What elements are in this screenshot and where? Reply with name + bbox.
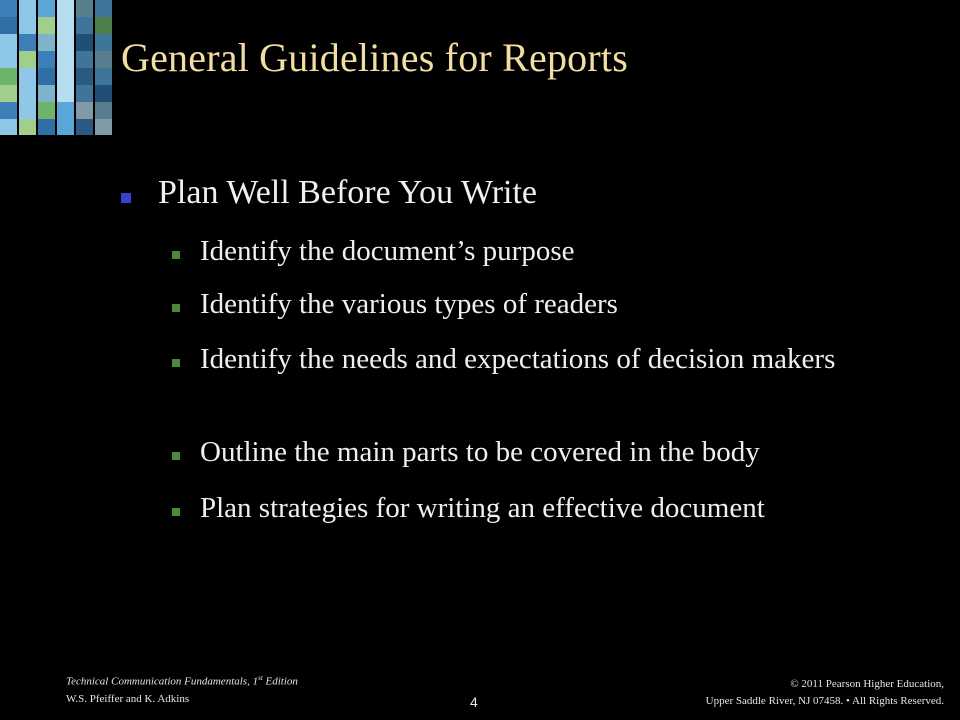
mosaic-tile [57,119,74,135]
mosaic-tile [57,85,74,102]
mosaic-tile [0,102,17,119]
mosaic-tile [57,34,74,51]
mosaic-tile [19,34,36,51]
mosaic-tile [76,0,93,17]
mosaic-tile [38,85,55,102]
mosaic-tile [95,102,112,119]
mosaic-tile [57,0,74,17]
sub-bullet-text: Identify the document’s purpose [200,235,575,267]
mosaic-tile [95,0,112,17]
sub-bullet-text: Plan strategies for writing an effective document [200,492,765,524]
mosaic-tile [76,85,93,102]
mosaic-tile [76,17,93,34]
main-bullet-text: Plan Well Before You Write [158,174,537,211]
copyright-line-2: Upper Saddle River, NJ 07458. • All Rights Reserved. [705,695,944,707]
mosaic-tile [95,68,112,85]
page-number: 4 [470,694,478,710]
mosaic-tile [38,0,55,17]
mosaic-tile [95,85,112,102]
mosaic-tile [0,34,17,51]
mosaic-tile [57,102,74,119]
footer-authors: W.S. Pfeiffer and K. Adkins [66,692,190,705]
mosaic-tile [76,34,93,51]
sub-bullet-text: Identify the various types of readers [200,288,618,320]
mosaic-tile [38,68,55,85]
mosaic-tile [57,68,74,85]
sub-bullet-point [172,233,900,269]
mosaic-tile [76,119,93,135]
mosaic-tile [19,102,36,119]
copyright-line-1: © 2011 Pearson Higher Education, [790,678,944,690]
mosaic-tile [19,17,36,34]
mosaic-tile [76,68,93,85]
square-bullet-icon [172,304,180,312]
mosaic-tile [95,34,112,51]
mosaic-tile [38,17,55,34]
mosaic-tile [95,17,112,34]
mosaic-tile [0,17,17,34]
mosaic-tile [57,51,74,68]
mosaic-tile [38,119,55,135]
mosaic-tile [95,119,112,135]
mosaic-tile [19,119,36,135]
square-bullet-icon [121,193,131,203]
square-bullet-icon [172,359,180,367]
footer-book-title: Technical Communication Fundamentals, 1st Edition [66,674,298,688]
mosaic-tile [0,51,17,68]
mosaic-tile [0,0,17,17]
mosaic-tile [95,51,112,68]
mosaic-tile [0,85,17,102]
square-bullet-icon [172,452,180,460]
mosaic-tile [76,51,93,68]
slide-title: General Guidelines for Reports [121,35,628,80]
mosaic-tile [57,17,74,34]
mosaic-tile [38,34,55,51]
mosaic-tile [0,68,17,85]
sub-bullet-point [172,490,900,526]
square-bullet-icon [172,508,180,516]
mosaic-tile [19,68,36,85]
mosaic-tile [19,0,36,17]
sub-bullet-text: Identify the needs and expectations of decision makers [200,343,836,375]
sub-bullet-point [172,341,900,377]
sub-bullet-point [172,434,900,470]
mosaic-tile [76,102,93,119]
footer-book-info [66,670,298,708]
footer-copyright [706,676,944,710]
square-bullet-icon [172,251,180,259]
main-bullet-point [121,171,537,215]
decorative-tile-mosaic [0,0,112,135]
mosaic-tile [38,102,55,119]
mosaic-tile [0,119,17,135]
sub-bullet-text: Outline the main parts to be covered in the body [200,436,760,468]
mosaic-tile [38,51,55,68]
mosaic-tile [19,85,36,102]
sub-bullet-point [172,286,900,322]
mosaic-tile [19,51,36,68]
